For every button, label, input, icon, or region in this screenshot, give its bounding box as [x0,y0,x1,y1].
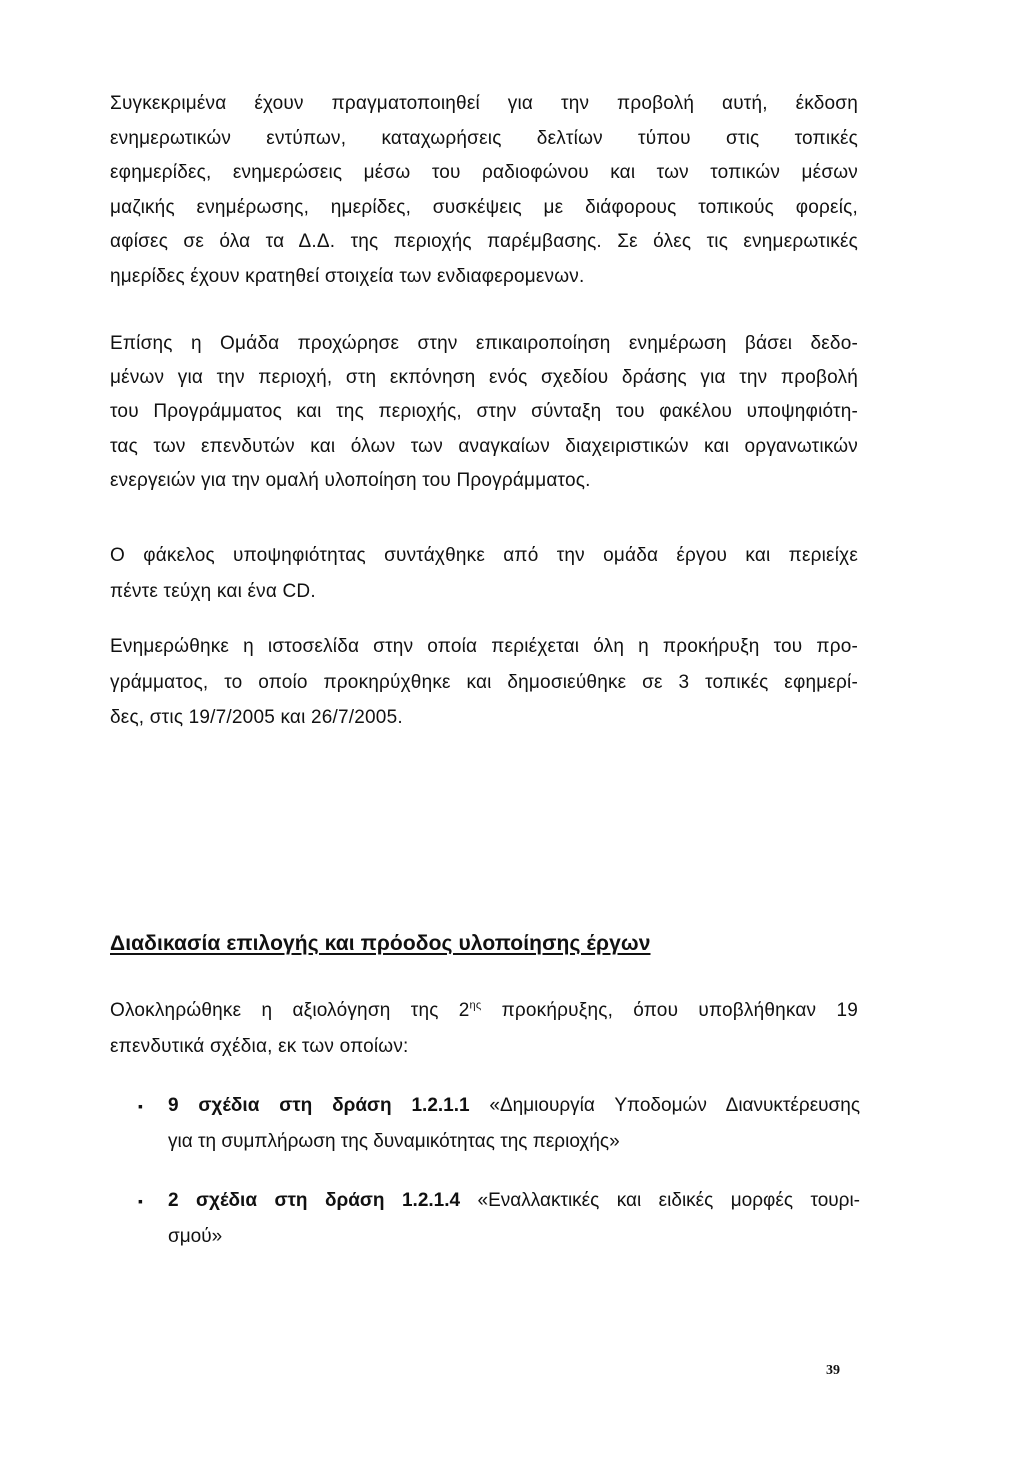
text-line: του Προγράμματος και της περιοχής, στην σύνταξη του φακέλου υποψηφιότη- [110,401,858,423]
bullet-icon: ▪ [138,1098,143,1114]
bullet-icon: ▪ [138,1193,143,1209]
text-line: επενδυτικά σχέδια, εκ των οποίων: [110,1036,409,1057]
text-fragment: Ολοκληρώθηκε η αξιολόγηση της 2 [110,1000,470,1021]
paragraph-website-update [110,629,858,736]
text-line: πέντε τεύχη και ένα CD. [110,581,316,602]
text-line: Ο φάκελος υποψηφιότητας συντάχθηκε από την ομάδα έργου και περιείχε [110,545,858,566]
text-line: ενημερωτικών εντύπων, καταχωρήσεις δελτίων τύπου στις τοπικές [110,127,858,149]
page-number: 39 [826,1363,840,1378]
text-line [110,993,858,1029]
section-heading: Διαδικασία επιλογής και πρόοδος υλοποίησης έργων [110,932,651,955]
list-item-text: «Δημιουργία Υποδομών Διανυκτέρευσης [469,1095,861,1116]
paragraph-promotion-actions [110,87,858,294]
text-line: Συγκεκριμένα έχουν πραγματοποιηθεί για την προβολή αυτή, έκδοση [110,93,858,114]
paragraph-evaluation [110,993,858,1065]
text-line: μαζικής ενημέρωσης, ημερίδες, συσκέψεις με διάφορους τοπικούς φορείς, [110,196,858,218]
paragraph-candidacy-file [110,538,858,610]
text-line: γράμματος, το οποίο προκηρύχθηκε και δημοσιεύθηκε σε 3 τοπικές εφημερί- [110,671,858,693]
list-item-text: «Εναλλακτικές και ειδικές μορφές τουρι- [460,1190,861,1211]
ordinal-superscript: ης [469,999,482,1012]
list-item-bold: 2 σχέδια στη δράση 1.2.1.4 [168,1190,461,1211]
text-line: Ενημερώθηκε η ιστοσελίδα στην οποία περιέχεται όλη η προκήρυξη του προ- [110,636,858,657]
list-item-first-line [108,1088,860,1124]
list-item-first-line [108,1183,860,1219]
text-line: Επίσης η Ομάδα προχώρησε στην επικαιροποίηση ενημέρωση βάσει δεδο- [110,333,858,354]
text-line: εφημερίδες, ενημερώσεις μέσω του ραδιοφώνου και των τοπικών μέσων [110,162,858,183]
list-item-bold: 9 σχέδια στη δράση 1.2.1.1 [168,1095,470,1116]
list-item [108,1088,860,1160]
list-item [108,1183,860,1255]
text-line: αφίσες σε όλα τα Δ.Δ. της περιοχής παρέμβασης. Σε όλες τις ενημερωτικές [110,231,858,252]
text-line: τας των επενδυτών και όλων των αναγκαίων διαχειριστικών και οργανωτικών [110,435,858,457]
text-line: ημερίδες έχουν κρατηθεί στοιχεία των ενδιαφερομενων. [110,265,585,287]
text-line: ενεργειών για την ομαλή υλοποίηση του Προγράμματος. [110,469,591,491]
text-line: δες, στις 19/7/2005 και 26/7/2005. [110,707,403,728]
text-fragment: προκήρυξης, όπου υποβλήθηκαν 19 [481,1000,858,1021]
list-item-continuation: σμού» [168,1226,223,1247]
text-line: μένων για την περιοχή, στη εκπόνηση ενός σχεδίου δράσης για την προβολή [110,367,858,389]
paragraph-team-progress [110,327,858,498]
list-item-continuation: για τη συμπλήρωση της δυναμικότητας της περιοχής» [168,1131,620,1152]
